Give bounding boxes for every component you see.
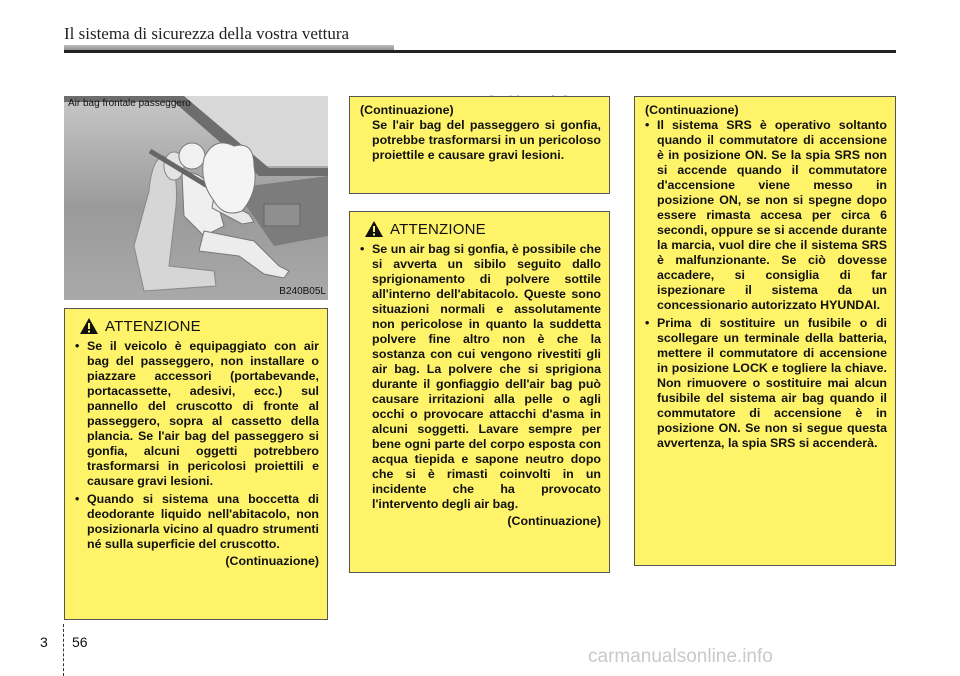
continued-label: (Continuazione) [225, 554, 319, 568]
warning-item: • Quando si sistema una boccetta di deodorante liquido nell'abitacolo, non posizionarla vicino al quadro strumenti né sulla superficie del cruscotto. [75, 492, 319, 552]
warning-box-left [64, 308, 328, 620]
watermark-bottom: carmanualsonline.info [588, 646, 773, 667]
continuation-heading: (Continuazione) [645, 103, 739, 117]
figure-caption: Air bag frontale passeggero [68, 98, 191, 109]
warning-item: • Se il veicolo è equipaggiato con air bag del passeggero, non installare o piazzare accessori (portabevande, portacassette, adesivi, ecc.) sul pannello del cruscotto di fronte al passeggero, sopra al cassetto della plancia. Se l'air bag del passeggero si gonfia, alcuni oggetti potrebbero trasformarsi in pericolosi proiettili e causare gravi lesioni. [75, 339, 319, 489]
continuation-box-mid [349, 96, 610, 194]
warning-header [79, 317, 319, 335]
figure-code: B240B05L [279, 286, 326, 297]
header-rule [64, 50, 896, 53]
warning-triangle-icon [364, 220, 384, 238]
warning-title: ATTENZIONE [390, 220, 486, 238]
warning-triangle-icon [79, 317, 99, 335]
warning-header [364, 220, 601, 238]
glovebox-shape [264, 204, 300, 226]
continued-label: (Continuazione) [507, 514, 601, 528]
airbag-drawing [64, 96, 328, 300]
section-number: 3 [40, 634, 48, 650]
warning-box-mid [349, 211, 610, 573]
continuation-text: Se l'air bag del passeggero si gonfia, potrebbe trasformarsi in un pericoloso proiettile e causare gravi lesioni. [372, 118, 601, 162]
warning-item: • Prima di sostituire un fusibile o di scollegare un terminale della batteria, mettere il commutatore di accensione in posizione LOCK e togliere la chiave. Non rimuovere o sostituire mai alcun fusibile del sistema air bag quando il commutatore di accensione è in posizione ON. Se non si segue questa avvertenza, la spia SRS si accenderà. [645, 316, 887, 451]
continuation-heading: (Continuazione) [360, 103, 454, 117]
airbag-illustration [64, 96, 328, 300]
warning-title: ATTENZIONE [105, 317, 201, 335]
warning-item: • Se un air bag si gonfia, è possibile che si avverta un sibilo seguito dallo sprigionamento di polvere sottile all'interno dell'abitacolo. Queste sono situazioni normali e assolutamente non pericolose in quanto la suddetta polvere fine altro non è che la sostanza con cui vengono rivestiti gli air bag. La polvere che si sprigiona durante il gonfiaggio dell'air bag può causare irritazioni alla pelle o agli occhi o provocare attacchi d'asma in alcuni soggetti. Lavare sempre per bene ogni parte del corpo esposta con acqua tiepida e sapone neutro dopo che si è rimasti coinvolti in un incidente che ha provocato l'intervento degli air bag. [360, 242, 601, 512]
page-number-divider [63, 624, 64, 676]
page-number: 56 [72, 634, 88, 650]
continuation-box-right [634, 96, 896, 566]
page-header-title: Il sistema di sicurezza della vostra vettura [64, 24, 350, 43]
warning-item: • Il sistema SRS è operativo soltanto quando il commutatore di accensione è in posizione ON. Se la spia SRS non si accende quando il commutatore d'accensione viene messo in posizione ON, se non si spegne dopo essere rimasta accesa per circa 6 secondi, oppure se si accende durante la marcia, vuol dire che il sistema SRS è malfunzionante. Se ciò dovesse accadere, si consiglia di far ispezionare il sistema da un concessionario autorizzato HYUNDAI. [645, 118, 887, 313]
occupant-head [179, 143, 205, 169]
